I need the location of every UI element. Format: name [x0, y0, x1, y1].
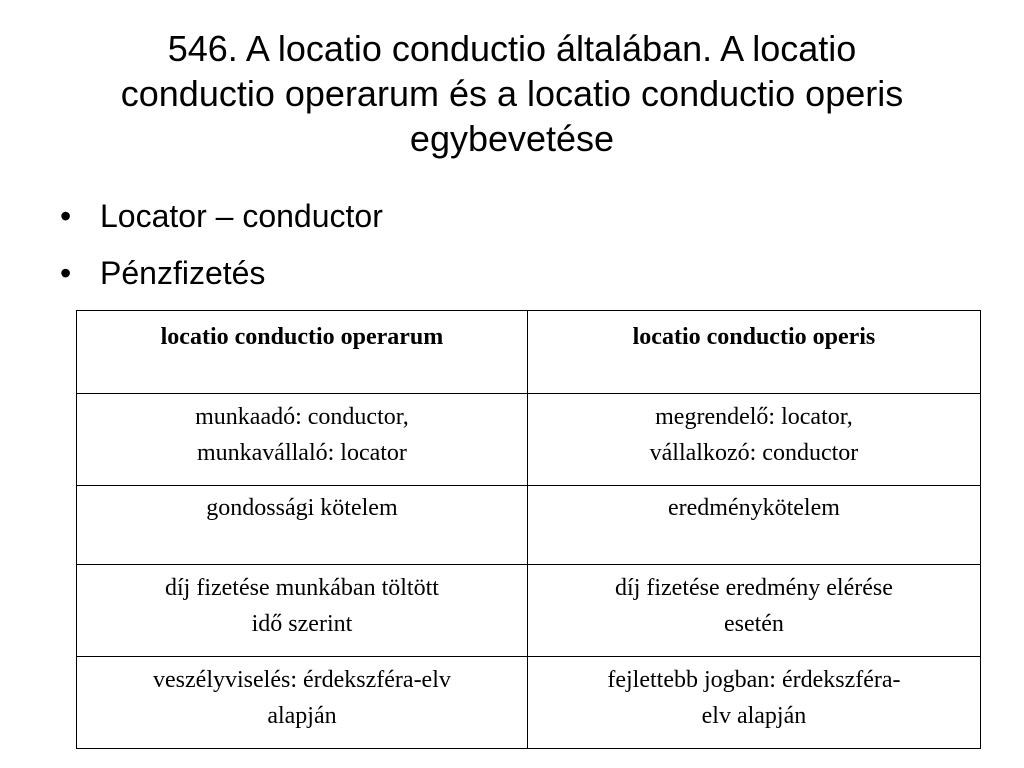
- table-cell: [77, 486, 528, 565]
- cell-line: munkavállaló: locator: [196, 440, 407, 466]
- table-cell: [527, 486, 980, 565]
- table-cell: [77, 565, 528, 657]
- bullet-item: [60, 245, 383, 302]
- cell-line: munkaadó: conductor,: [195, 404, 409, 430]
- table-row: [77, 565, 981, 657]
- cell-line: díj fizetése eredmény elérése: [615, 575, 893, 601]
- bullet-text: Locator – conductor: [100, 198, 383, 234]
- cell-line: fejlettebb jogban: érdekszféra-: [607, 667, 901, 693]
- title-line: egybevetése: [409, 118, 615, 159]
- bullet-item: [60, 188, 383, 245]
- bullet-marker: •: [60, 255, 72, 291]
- column-header-operarum: locatio conductio operarum: [77, 311, 528, 394]
- bullet-text: Pénzfizetés: [100, 255, 266, 291]
- title-line: 546. A locatio conductio általában. A locatio: [167, 28, 857, 69]
- table-cell: [77, 657, 528, 749]
- table-row: [77, 394, 981, 486]
- cell-line: gondossági kötelem: [206, 495, 398, 521]
- comparison-table: [76, 310, 981, 749]
- table-cell: [77, 394, 528, 486]
- slide-title: [40, 26, 984, 161]
- table-cell: [527, 565, 980, 657]
- cell-line: idő szerint: [251, 611, 353, 637]
- table-row: [77, 657, 981, 749]
- cell-line: díj fizetése munkában töltött: [164, 575, 439, 601]
- cell-line: esetén: [723, 611, 784, 637]
- cell-line: megrendelő: locator,: [655, 404, 853, 430]
- cell-line: alapján: [267, 703, 337, 729]
- title-line: conductio operarum és a locatio conductio operis: [120, 73, 904, 114]
- cell-line: veszélyviselés: érdekszféra-elv: [153, 667, 451, 693]
- table-row: [77, 486, 981, 565]
- cell-line: elv alapján: [701, 703, 807, 729]
- cell-line: eredménykötelem: [667, 495, 840, 521]
- table-header-row: [77, 311, 981, 394]
- table-cell: [527, 394, 980, 486]
- bullet-marker: •: [60, 198, 72, 234]
- table-cell: [527, 657, 980, 749]
- bullet-list: [60, 188, 383, 302]
- column-header-operis: locatio conductio operis: [527, 311, 980, 394]
- cell-line: vállalkozó: conductor: [649, 440, 859, 466]
